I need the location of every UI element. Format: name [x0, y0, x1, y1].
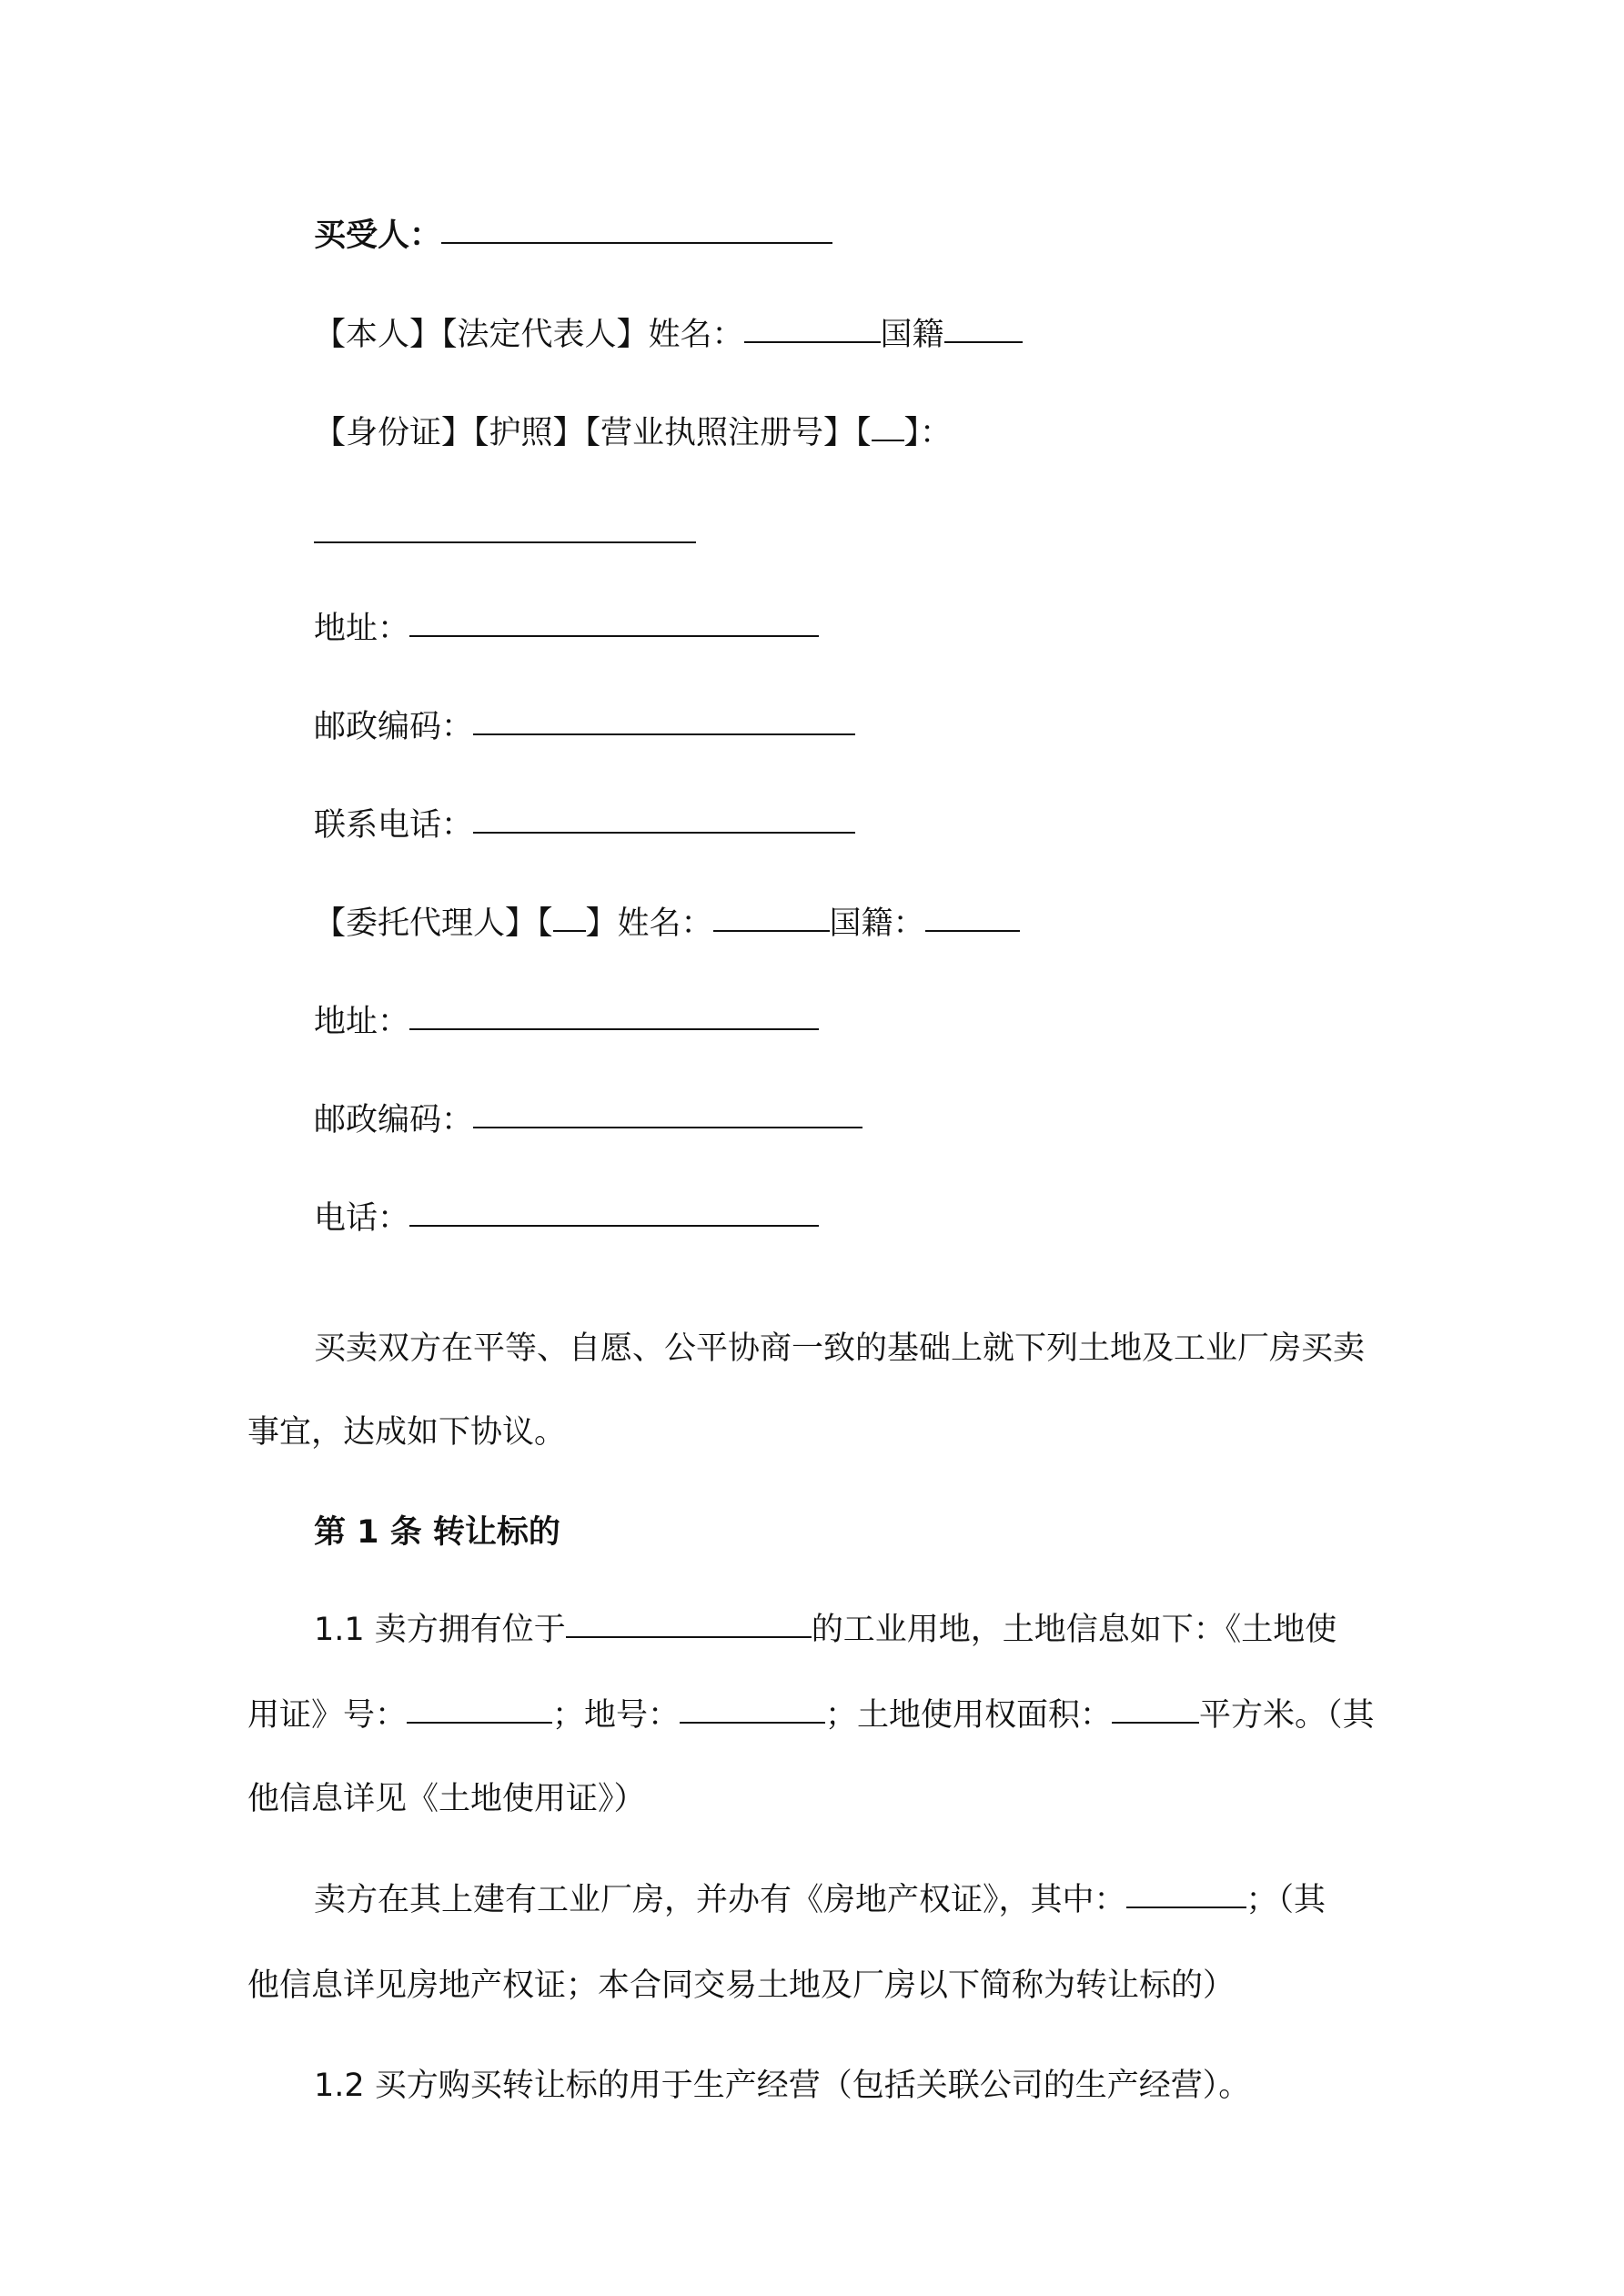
buyer-heading: 买受人：: [314, 217, 442, 254]
article-1-1-line-2: [247, 1695, 1375, 1735]
agent-phone-field[interactable]: [409, 1224, 819, 1227]
agent-postcode-row: [314, 1100, 862, 1140]
building-line-1: [314, 1880, 1326, 1920]
article-1-1-line-3: 他信息详见《土地使用证》）: [247, 1781, 646, 1817]
p11-text-c: 用证》号：: [247, 1697, 408, 1734]
buyer-id-types-suffix: 】：: [903, 415, 953, 451]
preamble-line-1: 买卖双方在平等、自愿、公平协商一致的基础上就下列土地及工业厂房买卖: [314, 1330, 1366, 1367]
buyer-address-field[interactable]: [409, 634, 819, 637]
p11-text-d: ；地号：: [552, 1697, 681, 1734]
buyer-phone-field[interactable]: [473, 831, 855, 834]
p11-text-b: 的工业用地，土地信息如下：《土地使: [811, 1612, 1337, 1648]
buyer-identity-row: [314, 315, 1023, 355]
buyer-postcode-field[interactable]: [473, 733, 855, 735]
agent-postcode-field[interactable]: [473, 1126, 862, 1128]
building-text-a: 卖方在其上建有工业厂房，并办有《房地产权证》，其中：: [314, 1882, 1126, 1918]
buyer-id-number-row: [314, 515, 696, 555]
buyer-id-type-row: [314, 413, 952, 453]
agent-address-row: [314, 1002, 819, 1042]
agent-phone-row: [314, 1199, 819, 1239]
agent-name-field[interactable]: [713, 929, 830, 932]
buyer-id-other-blank[interactable]: [872, 439, 904, 441]
property-cert-detail-field[interactable]: [1126, 1906, 1246, 1908]
buyer-postcode-row: [314, 707, 855, 747]
agent-address-field[interactable]: [409, 1027, 819, 1030]
buyer-address-row: [314, 609, 819, 649]
building-line-2: 他信息详见房地产权证；本合同交易土地及厂房以下简称为转让标的）: [247, 1967, 1236, 2004]
buyer-identity-label: 【本人】【法定代表人】姓名：: [314, 317, 744, 353]
buyer-address-label: 地址：: [314, 611, 410, 647]
building-text-b: ；（其: [1246, 1882, 1326, 1918]
article-1-2: 1.2 买方购买转让标的用于生产经营（包括关联公司的生产经营）。: [314, 2068, 1251, 2104]
article-1-1-line-1: [314, 1610, 1337, 1650]
buyer-heading-row: [314, 216, 832, 256]
land-location-field[interactable]: [566, 1635, 812, 1638]
buyer-nationality-label: 国籍: [880, 317, 944, 353]
agent-type-blank[interactable]: [553, 929, 586, 932]
buyer-id-types-label: 【身份证】【护照】【营业执照注册号】【: [314, 415, 872, 451]
agent-nationality-field[interactable]: [925, 929, 1020, 932]
land-certificate-number-field[interactable]: [407, 1721, 552, 1724]
buyer-phone-row: [314, 805, 855, 845]
buyer-name-blank[interactable]: [441, 241, 832, 244]
agent-label-a: 【委托代理人】【: [314, 905, 553, 942]
buyer-id-number-field[interactable]: [314, 541, 696, 543]
p11-text-f: 平方米。（其: [1199, 1697, 1375, 1734]
agent-nationality-label: 国籍：: [829, 905, 925, 942]
article-1-title: 第 1 条 转让标的: [314, 1514, 560, 1551]
buyer-phone-label: 联系电话：: [314, 807, 474, 844]
lot-number-field[interactable]: [680, 1721, 825, 1724]
p11-text-a: 1.1 卖方拥有位于: [314, 1612, 566, 1648]
agent-label-b: 】姓名：: [585, 905, 713, 942]
agent-postcode-label: 邮政编码：: [314, 1102, 474, 1138]
buyer-postcode-label: 邮政编码：: [314, 709, 474, 745]
agent-row: [314, 904, 1020, 944]
p11-text-e: ；土地使用权面积：: [825, 1697, 1113, 1734]
agent-phone-label: 电话：: [314, 1200, 410, 1237]
land-area-field[interactable]: [1112, 1721, 1199, 1724]
agent-address-label: 地址：: [314, 1004, 410, 1040]
buyer-nationality-field[interactable]: [944, 340, 1023, 343]
preamble-line-2: 事宜，达成如下协议。: [247, 1414, 567, 1451]
buyer-name-field[interactable]: [744, 340, 881, 343]
